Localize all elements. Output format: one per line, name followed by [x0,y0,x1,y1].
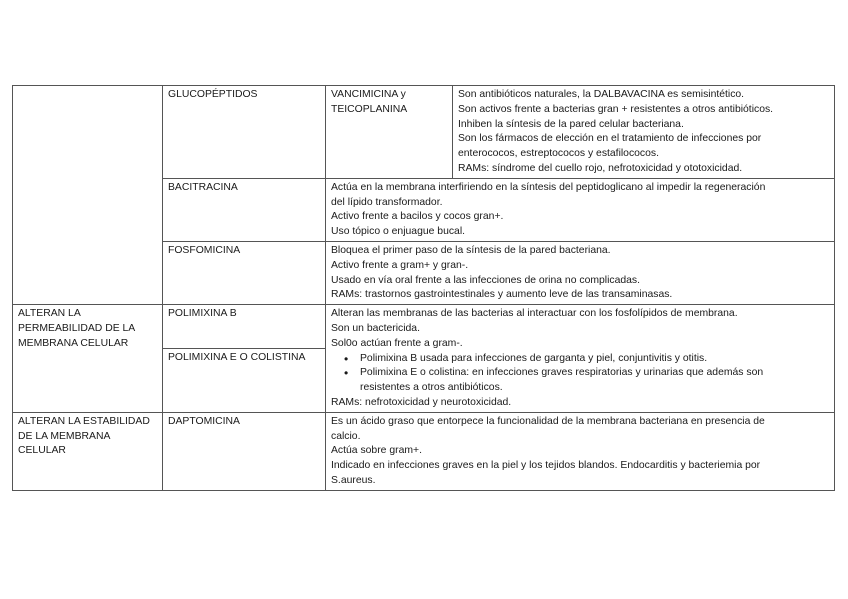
description-line: RAMs: nefrotoxicidad y neurotoxicidad. [331,396,512,408]
description-line: Alteran las membranas de las bacterias al interactuar con los fosfolípidos de membrana. [331,308,738,320]
category-label: PERMEABILIDAD DE LA [18,322,136,334]
description-line: Son activos frente a bacterias gran + resistentes a otros antibióticos. [458,103,774,115]
group-cell [163,412,326,490]
description-line: S.aureus. [331,474,376,486]
description-line: Son los fármacos de elección en el tratamiento de infecciones por [458,133,762,145]
description-line: del lípido transformador. [331,196,443,208]
group-cell [163,349,326,413]
group-label: BACITRACINA [168,181,238,193]
category-cell [13,412,163,490]
table-row [13,305,835,349]
description-line: Es un ácido graso que entorpece la funcionalidad de la membrana bacteriana en presencia de [331,415,765,427]
description-line: • Polimixina B usada para infecciones de garganta y piel, conjuntivitis y otitis. [360,352,708,364]
category-label: CELULAR [18,445,66,457]
description-line: Uso tópico o enjuague bucal. [331,226,466,238]
description-line: RAMs: trastornos gastrointestinales y aumento leve de las transaminasas. [331,289,673,301]
group-label: POLIMIXINA E O COLISTINA [168,352,306,364]
category-label: DE LA MEMBRANA [18,430,111,442]
description-line: Activo frente a gram+ y gran-. [331,259,469,271]
description-line: Indicado en infecciones graves en la piel y los tejidos blandos. Endocarditis y bacteriemia por [331,460,761,472]
description-line: calcio. [331,430,361,442]
description-line: Bloquea el primer paso de la síntesis de la pared bacteriana. [331,244,611,256]
description-line: Activo frente a bacilos y cocos gran+. [331,211,504,223]
category-label: MEMBRANA CELULAR [18,337,129,349]
description-line: enterococos, estreptococos y estafilococos. [458,148,659,160]
group-label: FOSFOMICINA [168,244,241,256]
drug-label: VANCIMICINA y [331,89,406,100]
category-cell-empty [13,86,163,305]
description-line: Actúa en la membrana interfiriendo en la síntesis del peptidoglicano al impedir la regeneración [331,181,766,193]
antibiotics-table [12,85,835,491]
drug-cell [326,86,453,179]
description-line: Inhiben la síntesis de la pared celular bacteriana. [458,118,684,130]
table-row [13,412,835,490]
group-cell [163,305,326,349]
bullet-list [331,352,829,396]
category-label: ALTERAN LA ESTABILIDAD [18,415,150,427]
group-cell [163,178,326,241]
description-cell [326,412,835,490]
group-cell [163,241,326,304]
description-line: Actúa sobre gram+. [331,445,422,457]
category-cell [13,305,163,413]
table-row [13,86,835,179]
description-line: RAMs: síndrome del cuello rojo, nefrotoxicidad y ototoxicidad. [458,162,743,174]
group-cell [163,86,326,179]
description-line: Sol0o actúan frente a gram-. [331,337,463,349]
description-cell [326,241,835,304]
group-label: POLIMIXINA B [168,308,237,320]
description-line: Son un bactericida. [331,322,420,334]
description-line: • Polimixina E o colistina: en infecciones graves respiratorias y urinarias que además son [360,367,764,379]
description-line: Usado en vía oral frente a las infecciones de orina no complicadas. [331,274,641,286]
category-label: ALTERAN LA [18,308,81,320]
list-item [360,366,829,396]
drug-label: TEICOPLANINA [331,103,408,115]
list-item [360,352,829,367]
description-cell [326,305,835,413]
group-label: DAPTOMICINA [168,415,240,427]
description-line: resistentes a otros antibióticos. [360,382,503,394]
group-label: GLUCOPÉPTIDOS [168,89,258,100]
description-cell [326,178,835,241]
description-line: Son antibióticos naturales, la DALBAVACINA es semisintético. [458,89,745,100]
description-cell [453,86,835,179]
